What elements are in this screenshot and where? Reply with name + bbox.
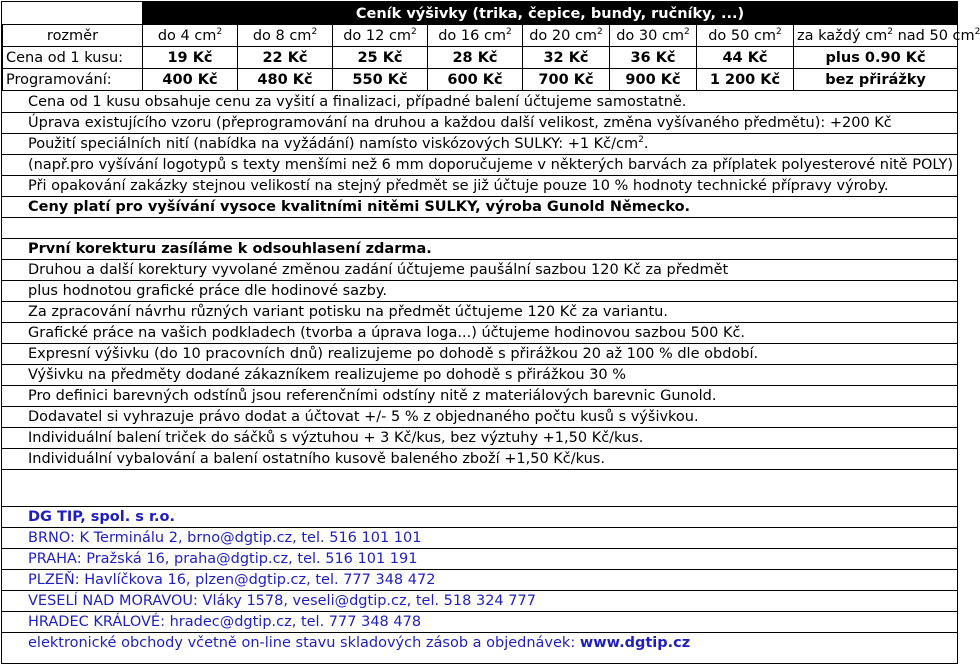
contact-hradec[interactable]: HRADEC KRÁLOVÉ: hradec@dgtip.cz, tel. 777 348 478	[2, 612, 957, 633]
contact-plzen[interactable]: PLZEŇ: Havlíčkova 16, plzen@dgtip.cz, tel. 777 348 472	[2, 570, 957, 591]
note-line: Za zpracování návrhu různých variant potisku na předmět účtujeme 120 Kč za variantu.	[2, 302, 957, 323]
size-col-1: do 4 $cm^2$	[143, 25, 238, 47]
contact-brno[interactable]: BRNO: K Terminálu 2, brno@dgtip.cz, tel. 516 101 101	[2, 528, 957, 549]
eshop-text: elektronické obchody včetně on-line stavu skladových zásob a objednávek:	[28, 635, 580, 651]
note-line: Individuální balení triček do sáčků s výztuhou + 3 Kč/kus, bez výztuhy +1,50 Kč/kus.	[2, 428, 957, 449]
blank-header-cell	[3, 3, 143, 25]
programming-row-label: Programování:	[3, 69, 143, 91]
size-col-6: do 30 $cm^2$	[610, 25, 697, 47]
programming-cell: 900 Kč	[610, 69, 697, 91]
price-row-label: Cena od 1 kusu:	[3, 47, 143, 69]
page-title: Ceník výšivky (trika, čepice, bundy, ručníky, ...)	[143, 3, 958, 25]
size-col-2: do 8 $cm^2$	[238, 25, 333, 47]
contact-veseli[interactable]: VESELÍ NAD MORAVOU: Vláky 1578, veseli@dgtip.cz, tel. 518 324 777	[2, 591, 957, 612]
price-cell: plus 0.90 Kč	[794, 47, 958, 69]
price-cell: 22 Kč	[238, 47, 333, 69]
size-col-8: za každý $cm^2$ nad 50 $cm^2$	[794, 25, 958, 47]
programming-cell: 400 Kč	[143, 69, 238, 91]
price-list-sheet	[1, 1, 980, 664]
size-col-3: do 12 $cm^2$	[333, 25, 428, 47]
spacer-line	[2, 470, 957, 507]
company-name: DG TIP, spol. s r.o.	[2, 507, 957, 528]
price-cell: 32 Kč	[523, 47, 610, 69]
note-line: (např.pro vyšívání logotypů s texty menšími než 6 mm doporučujeme v některých barvách za příplatek polyesterové nitě POLY)	[2, 155, 957, 176]
price-cell: 19 Kč	[143, 47, 238, 69]
programming-cell: 1 200 Kč	[697, 69, 794, 91]
price-cell: 44 Kč	[697, 47, 794, 69]
note-line: Cena od 1 kusu obsahuje cenu za vyšití a finalizaci, případné balení účtujeme samostatně.	[2, 92, 957, 113]
note-line: plus hodnotou grafické práce dle hodinové sazby.	[2, 281, 957, 302]
spacer-line	[2, 218, 957, 239]
note-line-bold: Ceny platí pro vyšívání vysoce kvalitními nitěmi SULKY, výroba Gunold Německo.	[2, 197, 957, 218]
contact-praha[interactable]: PRAHA: Pražská 16, praha@dgtip.cz, tel. 516 101 191	[2, 549, 957, 570]
programming-cell: bez přirážky	[794, 69, 958, 91]
size-col-5: do 20 $cm^2$	[523, 25, 610, 47]
size-header-row	[3, 25, 958, 47]
note-line: Individuální vybalování a balení ostatního kusově baleného zboží +1,50 Kč/kus.	[2, 449, 957, 470]
size-col-4: do 16 $cm^2$	[428, 25, 523, 47]
programming-cell: 600 Kč	[428, 69, 523, 91]
price-cell: 36 Kč	[610, 47, 697, 69]
programming-cell: 700 Kč	[523, 69, 610, 91]
eshop-line	[2, 633, 957, 654]
note-line: Grafické práce na vašich podkladech (tvorba a úprava loga...) účtujeme hodinovou sazbou 500 Kč.	[2, 323, 957, 344]
note-line: Úprava existujícího vzoru (přeprogramování na druhou a každou další velikost, změna vyšívaného předmětu): +200 Kč	[2, 113, 957, 134]
note-line: Při opakování zakázky stejnou velikostí na stejný předmět se již účtuje pouze 10 % hodnoty technické přípravy výroby.	[2, 176, 957, 197]
note-line: Druhou a další korektury vyvolané změnou zadání účtujeme paušální sazbou 120 Kč za předmět	[2, 260, 957, 281]
note-line-bold: První korekturu zasíláme k odsouhlasení zdarma.	[2, 239, 957, 260]
note-line: Dodavatel si vyhrazuje právo dodat a účtovat +/- 5 % z objednaného počtu kusů s výšivkou.	[2, 407, 957, 428]
price-table	[2, 2, 980, 91]
price-row	[3, 47, 958, 69]
note-line: Pro definici barevných odstínů jsou referenčními odstíny nitě z materiálových barevnic Gunold.	[2, 386, 957, 407]
price-cell: 28 Kč	[428, 47, 523, 69]
price-cell: 25 Kč	[333, 47, 428, 69]
note-line: Výšivku na předměty dodané zákazníkem realizujeme po dohodě s přirážkou 30 %	[2, 365, 957, 386]
note-line: Expresní výšivku (do 10 pracovních dnů) realizujeme po dohodě s přirážkou 20 až 100 % dle období.	[2, 344, 957, 365]
size-col-7: do 50 $cm^2$	[697, 25, 794, 47]
programming-cell: 550 Kč	[333, 69, 428, 91]
programming-row	[3, 69, 958, 91]
eshop-link[interactable]: www.dgtip.cz	[579, 635, 691, 651]
size-header-label: rozměr	[3, 25, 143, 47]
programming-cell: 480 Kč	[238, 69, 333, 91]
note-line: Použití speciálních nití (nabídka na vyžádání) namísto viskózových SULKY: +1 $Kč/cm^2$.	[2, 134, 957, 155]
